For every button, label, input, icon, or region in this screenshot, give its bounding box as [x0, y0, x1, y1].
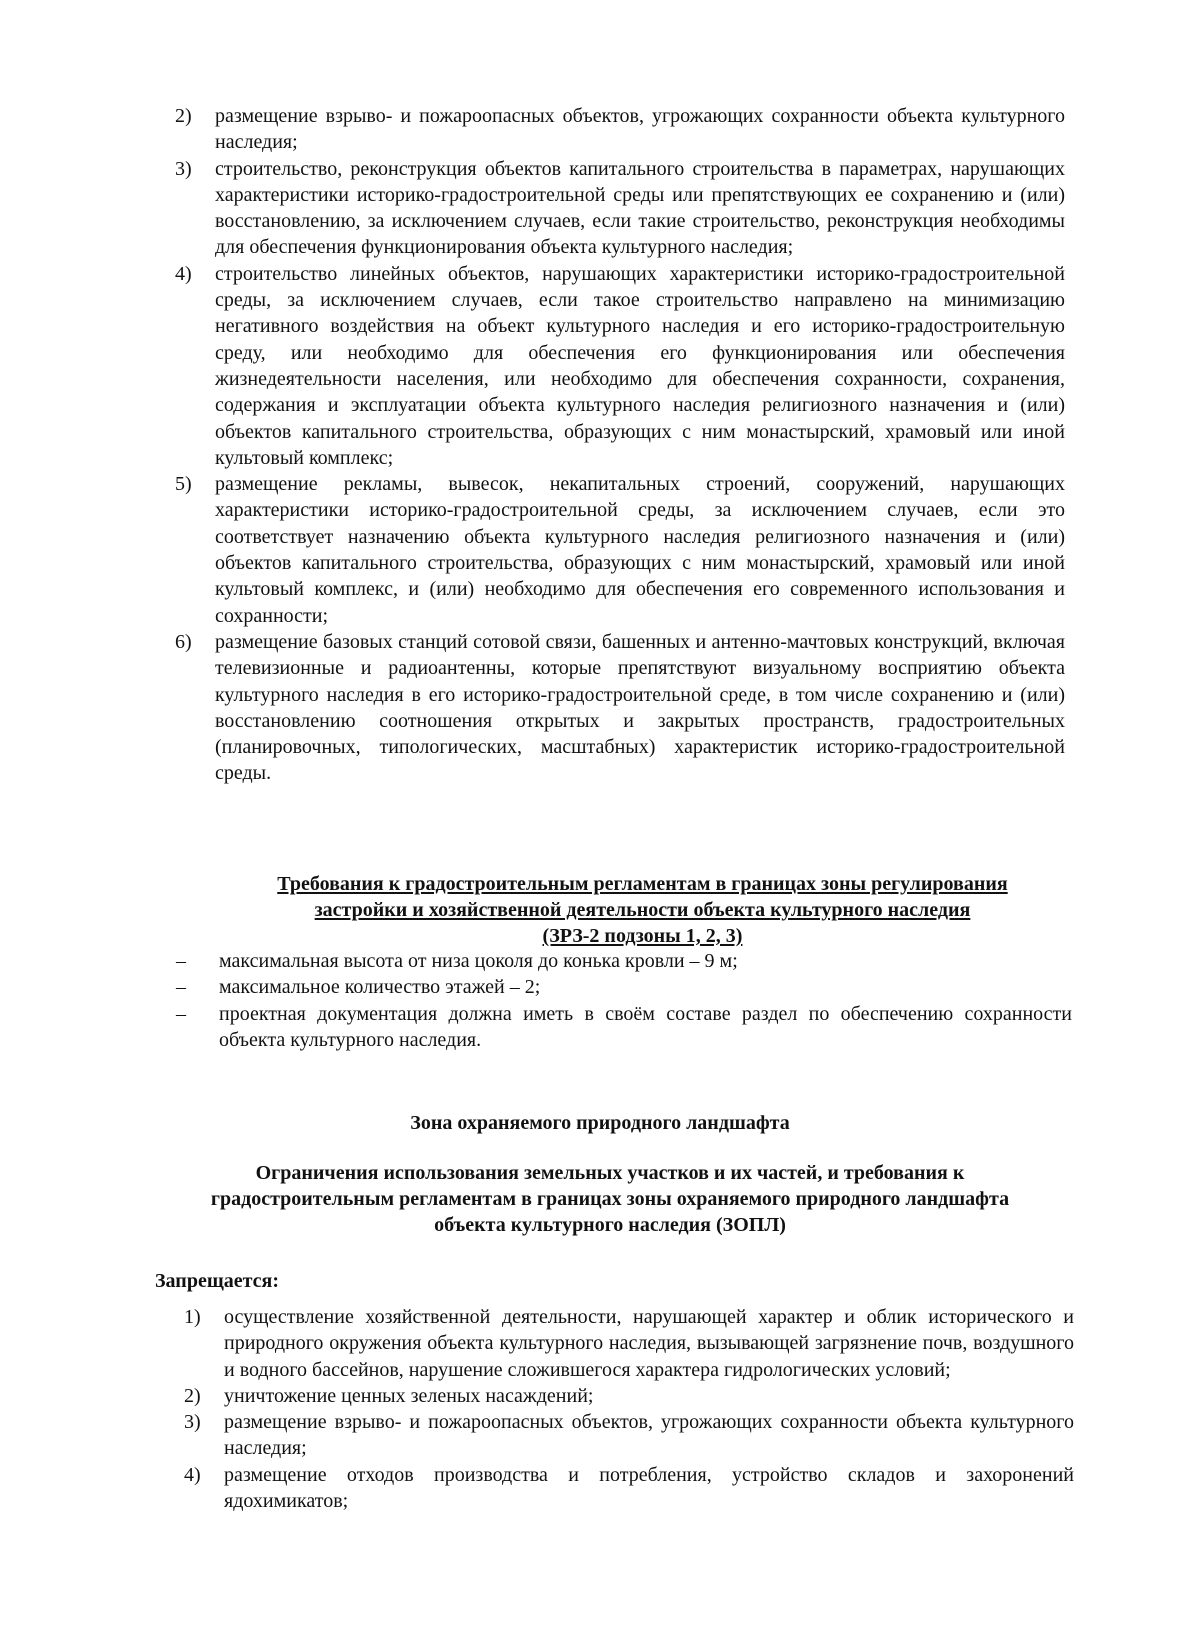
list-item — [176, 1001, 1072, 1054]
list-item — [175, 629, 1065, 787]
zrz2-heading-line: (ЗРЗ-2 подзоны 1, 2, 3) — [542, 925, 743, 947]
item-text: проектная документация должна иметь в своём составе раздел по обеспечению сохранности объекта культурного наследия. — [219, 1002, 1072, 1051]
zopl-heading-line: градостроительным регламентам в границах зоны охраняемого природного ландшафта — [210, 1188, 1010, 1210]
list-item — [175, 156, 1065, 261]
item-text: уничтожение ценных зеленых насаждений; — [224, 1384, 594, 1407]
item-text: размещение взрыво- и пожароопасных объектов, угрожающих сохранности объекта культурного наследия; — [215, 105, 1065, 154]
zrz2-heading-line: застройки и хозяйственной деятельности объекта культурного наследия — [314, 899, 971, 921]
zrz2-requirements-list — [176, 948, 1072, 1053]
item-number: 5) — [175, 473, 192, 496]
item-dash: – — [176, 976, 186, 999]
item-text: строительство, реконструкция объектов капитального строительства в параметрах, нарушающих характеристики историко-градостроительной среды или препятствующих ее сохранению и (или) восстановлению, за исключением случаев, если такие строительство, реконструкция необходимы для обеспечения функционирования объекта культурного наследия; — [215, 157, 1065, 259]
item-text: размещение рекламы, вывесок, некапитальных строений, сооружений, нарушающих характеристики историко-градостроительной среды, за исключением случаев, если это соответствует назначению объекта культурного наследия религиозного назначения и (или) объектов капитального строительства, образующих с ним монастырский, храмовый или иной культовый комплекс, и (или) необходимо для обеспечения его современного использования и сохранности; — [215, 473, 1065, 627]
list-item — [175, 471, 1065, 629]
list-item — [175, 103, 1065, 156]
item-text: осуществление хозяйственной деятельности, нарушающей характер и облик исторического и природного окружения объекта культурного наследия, вызывающей загрязнение почв, воздушного и водного бассейнов, нарушение сложившегося характера гидрологических условий; — [224, 1306, 1074, 1381]
item-text: размещение взрыво- и пожароопасных объектов, угрожающих сохранности объекта культурного наследия; — [224, 1411, 1074, 1460]
item-number: 2) — [184, 1384, 201, 1407]
list-item — [175, 261, 1065, 471]
zopl-heading-line: Ограничения использования земельных участков и их частей, и требования к — [255, 1162, 965, 1184]
list-item — [184, 1462, 1074, 1515]
list-item — [184, 1409, 1074, 1462]
list-item — [176, 948, 1072, 974]
item-number: 3) — [175, 157, 192, 180]
item-text: размещение базовых станций сотовой связи, башенных и антенно-мачтовых конструкций, включая телевизионные и радиоантенны, которые препятствуют визуальному восприятию объекта культурного наследия в его историко-градостроительной среде, в том числе сохранению и (или) восстановлению соотношения открытых и закрытых пространств, градостроительных (планировочных, типологических, масштабных) характеристик историко-градостроительной среды. — [215, 630, 1065, 785]
item-number: 3) — [184, 1411, 201, 1434]
item-number: 4) — [175, 262, 192, 285]
list-item — [176, 974, 1072, 1000]
zopl-heading-line: объекта культурного наследия (ЗОПЛ) — [434, 1214, 786, 1236]
zopl-restrictions-list — [184, 1304, 1074, 1514]
prohibited-label: Запрещается: — [155, 1270, 280, 1292]
zopl-title: Зона охраняемого природного ландшафта — [410, 1112, 790, 1134]
zrz2-heading — [160, 871, 1125, 949]
zopl-heading — [130, 1160, 1090, 1238]
list-item — [184, 1304, 1074, 1383]
item-dash: – — [176, 950, 186, 972]
item-text: максимальное количество этажей – 2; — [219, 976, 541, 999]
item-text: размещение отходов производства и потребления, устройство складов и захоронений ядохимикатов; — [224, 1463, 1074, 1513]
zrz2-heading-line: Требования к градостроительным регламентам в границах зоны регулирования — [277, 873, 1008, 895]
item-number: 4) — [184, 1463, 201, 1486]
item-text: максимальная высота от низа цоколя до конька кровли – 9 м; — [219, 950, 738, 972]
item-dash: – — [176, 1002, 186, 1025]
item-number: 2) — [175, 105, 192, 127]
item-number: 1) — [184, 1306, 201, 1328]
item-text: строительство линейных объектов, нарушающих характеристики историко-градостроительной среды, за исключением случаев, если такое строительство направлено на минимизацию негативного воздействия на объект культурного наследия и его историко-градостроительную среду, или необходимо для обеспечения его функционирования или обеспечения жизнедеятельности населения, или необходимо для обеспечения сохранности, сохранения, содержания и эксплуатации объекта культурного наследия религиозного назначения и (или) объектов капитального строительства, образующих с ним монастырский, храмовый или иной культовый комплекс; — [215, 262, 1065, 469]
list-item — [184, 1383, 1074, 1409]
item-number: 6) — [175, 630, 192, 653]
restrictions-list — [175, 103, 1065, 787]
